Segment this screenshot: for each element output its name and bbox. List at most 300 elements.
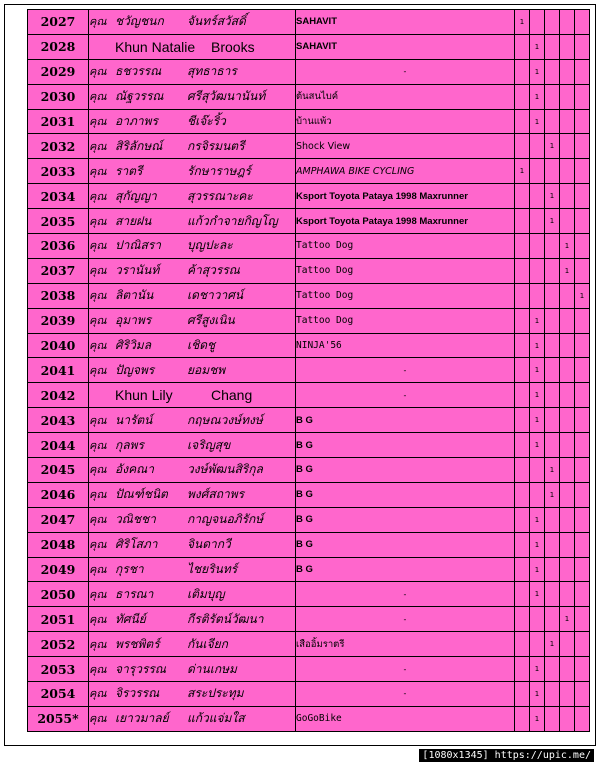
rider-name [89,308,296,333]
rider-last: ไชยรินทร์ [187,562,238,577]
category-cell-2 [530,159,545,184]
rider-name [89,10,296,35]
team-name: B G [296,557,515,582]
rider-title: คุณ [89,662,107,676]
table-row [28,283,590,308]
category-cell-5 [575,408,590,433]
category-cell-4 [560,557,575,582]
category-cell-5 [575,557,590,582]
category-cell-1 [515,34,530,59]
category-cell-2: 1 [530,358,545,383]
rider-name [89,59,296,84]
category-cell-5 [575,109,590,134]
rider-last: ศรีสุวัฒนานันท์ [187,89,266,104]
rider-title: คุณ [89,214,107,228]
category-cell-5 [575,532,590,557]
bib-number: 2052 [28,632,89,657]
rider-title: คุณ [89,15,107,29]
category-cell-3 [545,706,560,731]
category-cell-3: 1 [545,482,560,507]
team-name: B G [296,532,515,557]
rider-name [89,134,296,159]
category-cell-5 [575,308,590,333]
category-cell-4 [560,657,575,682]
table-row [28,706,590,731]
category-cell-2 [530,10,545,35]
category-cell-5 [575,10,590,35]
category-cell-2: 1 [530,706,545,731]
table-row [28,184,590,209]
category-cell-5 [575,258,590,283]
team-name: - [296,358,515,383]
category-cell-2: 1 [530,34,545,59]
rider-first: ศิริวิมล [115,338,152,353]
category-cell-2: 1 [530,507,545,532]
table-row [28,657,590,682]
rider-name [89,383,296,408]
category-cell-3 [545,109,560,134]
roster-table [27,9,590,732]
rider-first: ปัญจพร [115,362,155,377]
rider-last: กีรติรัตน์วัฒนา [187,611,264,626]
category-cell-3 [545,657,560,682]
table-row [28,383,590,408]
rider-name [89,258,296,283]
rider-title: คุณ [89,563,107,577]
bib-number: 2054 [28,682,89,707]
rider-first: ณัฐวรรณ [115,89,164,104]
rider-title: คุณ [89,65,107,79]
team-name: Tattoo Dog [296,308,515,333]
category-cell-4 [560,84,575,109]
rider-last: แก้วกำจายกิญโญ [187,213,278,228]
team-name: B G [296,507,515,532]
rider-first: ธารณา [115,586,154,601]
category-cell-4 [560,632,575,657]
category-cell-4 [560,283,575,308]
table-row [28,507,590,532]
category-cell-3 [545,84,560,109]
category-cell-4 [560,59,575,84]
rider-name [89,706,296,731]
category-cell-5 [575,159,590,184]
rider-first: กุรชา [115,562,144,577]
team-name: ต้นสนไบค์ [296,84,515,109]
rider-first: สายฝน [115,213,152,228]
team-name: Ksport Toyota Pataya 1998 Maxrunner [296,209,515,234]
category-cell-2: 1 [530,109,545,134]
rider-last: พงศ์สถาพร [187,487,245,502]
rider-first: ทัศนีย์ [115,611,146,626]
category-cell-3 [545,607,560,632]
team-name: - [296,657,515,682]
rider-last: ศรีสูงเนิน [187,313,235,328]
table-row [28,458,590,483]
bib-number: 2034 [28,184,89,209]
rider-title: คุณ [89,239,107,253]
bib-number: 2033 [28,159,89,184]
category-cell-3 [545,383,560,408]
category-cell-3 [545,433,560,458]
category-cell-2: 1 [530,59,545,84]
rider-first: ราตรี [115,163,143,178]
category-cell-1 [515,383,530,408]
category-cell-3: 1 [545,209,560,234]
category-cell-3 [545,258,560,283]
category-cell-5 [575,657,590,682]
rider-last: Chang [211,387,253,404]
rider-first: ลิตานัน [115,288,154,303]
rider-first: สิริลักษณ์ [115,138,163,153]
category-cell-5 [575,84,590,109]
rider-last: รักษาราษฎร์ [187,163,251,178]
rider-title: คุณ [89,90,107,104]
rider-title: คุณ [89,463,107,477]
category-cell-5 [575,234,590,259]
rider-name [89,458,296,483]
bib-number: 2042 [28,383,89,408]
rider-last: เชิดชู [187,338,216,353]
category-cell-3 [545,582,560,607]
category-cell-1 [515,184,530,209]
category-cell-3 [545,333,560,358]
table-row [28,632,590,657]
category-cell-5 [575,34,590,59]
category-cell-4 [560,482,575,507]
rider-first: อังคณา [115,462,154,477]
category-cell-2: 1 [530,308,545,333]
category-cell-2: 1 [530,433,545,458]
rider-title: คุณ [89,363,107,377]
category-cell-4 [560,706,575,731]
rider-title: คุณ [89,612,107,626]
rider-last: สระประทุม [187,686,244,701]
category-cell-3: 1 [545,458,560,483]
rider-last: จันทร์สวัสดิ์ [187,14,246,29]
rider-title: คุณ [89,164,107,178]
category-cell-4 [560,10,575,35]
table-row [28,109,590,134]
team-name: - [296,59,515,84]
category-cell-5 [575,433,590,458]
rider-name [89,408,296,433]
category-cell-3: 1 [545,184,560,209]
team-name: AMPHAWA BIKE CYCLING [296,159,515,184]
category-cell-2: 1 [530,657,545,682]
category-cell-4 [560,408,575,433]
category-cell-1 [515,209,530,234]
image-size-watermark: [1080x1345] https://upic.me/ [419,749,594,762]
rider-name [89,209,296,234]
rider-title: คุณ [89,538,107,552]
category-cell-2: 1 [530,383,545,408]
rider-first: อุมาพร [115,313,152,328]
table-row [28,308,590,333]
rider-name [89,682,296,707]
category-cell-2 [530,458,545,483]
rider-name [89,34,296,59]
rider-last: ด่านเกษม [187,661,237,676]
team-name: - [296,682,515,707]
rider-first: ปัณฑ์ชนิต [115,487,168,502]
rider-name [89,507,296,532]
rider-title: คุณ [89,289,107,303]
category-cell-1 [515,234,530,259]
table-row [28,408,590,433]
category-cell-1 [515,682,530,707]
table-row [28,59,590,84]
team-name: - [296,607,515,632]
rider-first: ธชวรรณ [115,64,162,79]
category-cell-1: 1 [515,10,530,35]
rider-title: คุณ [89,139,107,153]
category-cell-5 [575,333,590,358]
category-cell-4 [560,433,575,458]
category-cell-4 [560,34,575,59]
rider-title: คุณ [89,189,107,203]
table-row [28,682,590,707]
bib-number: 2047 [28,507,89,532]
category-cell-1 [515,632,530,657]
category-cell-1 [515,582,530,607]
category-cell-4 [560,582,575,607]
rider-last: สุทธาธาร [187,64,237,79]
bib-number: 2044 [28,433,89,458]
rider-first: จารุวรรณ [115,661,166,676]
category-cell-2: 1 [530,582,545,607]
rider-name [89,607,296,632]
category-cell-4: 1 [560,607,575,632]
table-row [28,34,590,59]
bib-number: 2040 [28,333,89,358]
rider-title: คุณ [89,413,107,427]
rider-name [89,234,296,259]
rider-name [89,532,296,557]
category-cell-3: 1 [545,632,560,657]
category-cell-1 [515,482,530,507]
category-cell-2 [530,134,545,159]
rider-first: นารัตน์ [115,412,153,427]
table-row [28,582,590,607]
rider-title: คุณ [89,488,107,502]
bib-number: 2038 [28,283,89,308]
category-cell-1 [515,84,530,109]
category-cell-2 [530,258,545,283]
category-cell-3 [545,408,560,433]
category-cell-1 [515,532,530,557]
category-cell-3 [545,59,560,84]
category-cell-1 [515,408,530,433]
bib-number: 2035 [28,209,89,234]
rider-name [89,632,296,657]
category-cell-2 [530,283,545,308]
team-name: - [296,582,515,607]
category-cell-5 [575,582,590,607]
category-cell-2 [530,607,545,632]
category-cell-4: 1 [560,258,575,283]
category-cell-4 [560,358,575,383]
category-cell-5 [575,507,590,532]
rider-last: บุญปะละ [187,238,233,253]
team-name: SAHAVIT [296,34,515,59]
bib-number: 2031 [28,109,89,134]
rider-last: กรจิรมนตรี [187,138,245,153]
rider-last: แก้วแจ่มใส [187,711,245,726]
bib-number: 2045 [28,458,89,483]
category-cell-1 [515,258,530,283]
category-cell-1 [515,333,530,358]
bib-number: 2050 [28,582,89,607]
category-cell-3 [545,10,560,35]
bib-number: 2053 [28,657,89,682]
category-cell-2 [530,209,545,234]
rider-title: คุณ [89,687,107,701]
category-cell-1 [515,283,530,308]
category-cell-2: 1 [530,333,545,358]
category-cell-1: 1 [515,159,530,184]
bib-number: 2037 [28,258,89,283]
rider-last: Brooks [211,38,255,55]
category-cell-5 [575,607,590,632]
bib-number: 2049 [28,557,89,582]
category-cell-2 [530,234,545,259]
rider-name [89,109,296,134]
category-cell-4 [560,134,575,159]
category-cell-2: 1 [530,408,545,433]
rider-first: จิรวรรณ [115,686,160,701]
rider-title: คุณ [89,438,107,452]
rider-last: จินดากวี [187,537,231,552]
category-cell-3 [545,358,560,383]
table-row [28,159,590,184]
team-name: Tattoo Dog [296,283,515,308]
category-cell-3 [545,234,560,259]
rider-name [89,657,296,682]
team-name: NINJA'56 [296,333,515,358]
category-cell-3: 1 [545,134,560,159]
table-row [28,234,590,259]
rider-first: Khun Lily [115,387,173,404]
category-cell-5 [575,358,590,383]
category-cell-1 [515,433,530,458]
table-row [28,607,590,632]
category-cell-1 [515,657,530,682]
category-cell-3 [545,283,560,308]
bib-number: 2041 [28,358,89,383]
rider-title: คุณ [89,339,107,353]
rider-last: วงษ์พัฒนสิริกุล [187,462,263,477]
category-cell-5: 1 [575,283,590,308]
category-cell-2 [530,632,545,657]
rider-title: คุณ [89,115,107,128]
rider-title: คุณ [89,712,107,726]
team-name: B G [296,482,515,507]
team-name: SAHAVIT [296,10,515,35]
category-cell-5 [575,134,590,159]
category-cell-2 [530,482,545,507]
rider-last: กาญจนอภิรักษ์ [187,512,264,527]
bib-number: 2043 [28,408,89,433]
category-cell-4 [560,333,575,358]
category-cell-4 [560,532,575,557]
bib-number: 2039 [28,308,89,333]
rider-first: กุลพร [115,437,144,452]
rider-first: ศิริโสภา [115,537,158,552]
category-cell-1 [515,59,530,84]
category-cell-1 [515,134,530,159]
rider-title: คุณ [89,314,107,328]
bib-number: 2048 [28,532,89,557]
bib-number: 2055* [28,706,89,731]
category-cell-1 [515,358,530,383]
category-cell-4 [560,507,575,532]
document-page [4,4,596,746]
team-name: GoGoBike [296,706,515,731]
team-name: เสืออิ้มราตรี [296,632,515,657]
bib-number: 2028 [28,34,89,59]
bib-number: 2051 [28,607,89,632]
category-cell-5 [575,632,590,657]
team-name: B G [296,458,515,483]
team-name: Ksport Toyota Pataya 1998 Maxrunner [296,184,515,209]
category-cell-4 [560,682,575,707]
rider-first: เยาวมาลย์ [115,711,169,726]
table-row [28,134,590,159]
team-name: B G [296,433,515,458]
bib-number: 2029 [28,59,89,84]
category-cell-1 [515,607,530,632]
table-row [28,482,590,507]
category-cell-4 [560,159,575,184]
category-cell-5 [575,706,590,731]
rider-first: ปาณิสรา [115,238,161,253]
rider-name [89,433,296,458]
table-row [28,433,590,458]
category-cell-1 [515,458,530,483]
rider-name [89,333,296,358]
category-cell-1 [515,507,530,532]
rider-name [89,84,296,109]
category-cell-5 [575,59,590,84]
rider-name [89,159,296,184]
rider-first: อาภาพร [115,114,158,128]
category-cell-2 [530,184,545,209]
category-cell-3 [545,532,560,557]
rider-last: เจริญสุข [187,437,231,452]
table-row [28,358,590,383]
category-cell-3 [545,682,560,707]
rider-first: วรานันท์ [115,263,160,278]
category-cell-3 [545,34,560,59]
table-row [28,532,590,557]
bib-number: 2032 [28,134,89,159]
bib-number: 2027 [28,10,89,35]
team-name: บ้านแพ้ว [296,109,515,134]
team-name: Tattoo Dog [296,234,515,259]
category-cell-5 [575,383,590,408]
category-cell-4 [560,383,575,408]
bib-number: 2036 [28,234,89,259]
category-cell-3 [545,308,560,333]
rider-first: Khun Natalie [115,38,196,55]
category-cell-3 [545,159,560,184]
bib-number: 2046 [28,482,89,507]
rider-title: คุณ [89,513,107,527]
category-cell-4 [560,458,575,483]
category-cell-1 [515,109,530,134]
rider-name [89,184,296,209]
category-cell-4 [560,109,575,134]
